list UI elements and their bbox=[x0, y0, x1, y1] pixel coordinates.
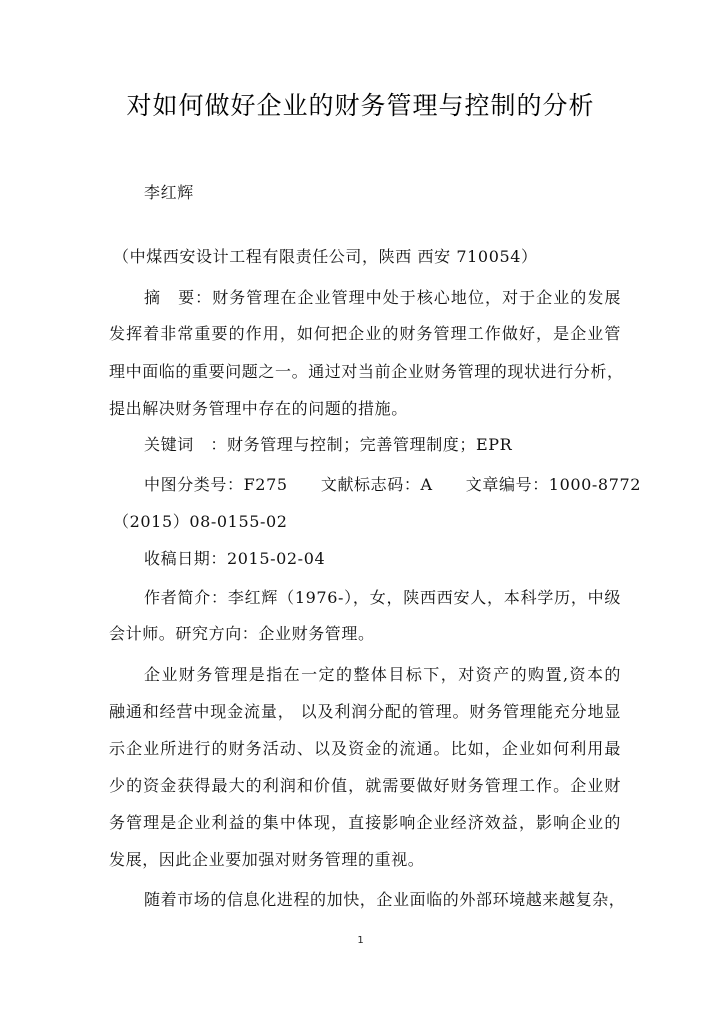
body-line: 少的资金获得最大的利润和价值，就需要做好财务管理工作。企业财 bbox=[109, 776, 621, 795]
author-affiliation: （中煤西安设计工程有限责任公司，陕西 西安 710054） bbox=[113, 247, 538, 266]
page-number: 1 bbox=[357, 935, 364, 946]
author-name: 李红辉 bbox=[144, 183, 194, 202]
document-title: 对如何做好企业的财务管理与控制的分析 bbox=[126, 91, 595, 120]
received-date: 收稿日期：2015-02-04 bbox=[144, 549, 326, 568]
author-bio-line: 作者简介：李红辉（1976-），女，陕西西安人，本科学历，中级 bbox=[144, 588, 621, 607]
body-line: 随着市场的信息化进程的加快，企业面临的外部环境越来越复杂， bbox=[144, 890, 626, 909]
body-line: 务管理是企业利益的集中体现，直接影响企业经济效益，影响企业的 bbox=[109, 813, 621, 832]
abstract-line: 理中面临的重要问题之一。通过对当前企业财务管理的现状进行分析， bbox=[109, 362, 624, 381]
author-bio-line: 会计师。研究方向：企业财务管理。 bbox=[109, 624, 375, 643]
body-line: 企业财务管理是指在一定的整体目标下，对资产的购置,资本的 bbox=[144, 665, 621, 684]
body-line: 示企业所进行的财务活动、以及资金的流通。比如，企业如何利用最 bbox=[109, 739, 621, 758]
classification-info-continued: （2015）08-0155-02 bbox=[113, 512, 288, 531]
body-line: 融通和经营中现金流量， 以及利润分配的管理。财务管理能充分地显 bbox=[109, 702, 621, 721]
abstract-line: 发挥着非常重要的作用，如何把企业的财务管理工作做好，是企业管 bbox=[109, 324, 621, 343]
classification-info: 中图分类号：F275 文献标志码：A 文章编号：1000-8772 bbox=[144, 475, 642, 494]
abstract-line: 提出解决财务管理中存在的问题的措施。 bbox=[109, 399, 408, 418]
body-line: 发展，因此企业要加强对财务管理的重视。 bbox=[109, 850, 425, 869]
keywords: 关键词 ：财务管理与控制；完善管理制度；EPR bbox=[144, 435, 513, 454]
abstract-line: 摘 要：财务管理在企业管理中处于核心地位，对于企业的发展 bbox=[144, 288, 621, 307]
